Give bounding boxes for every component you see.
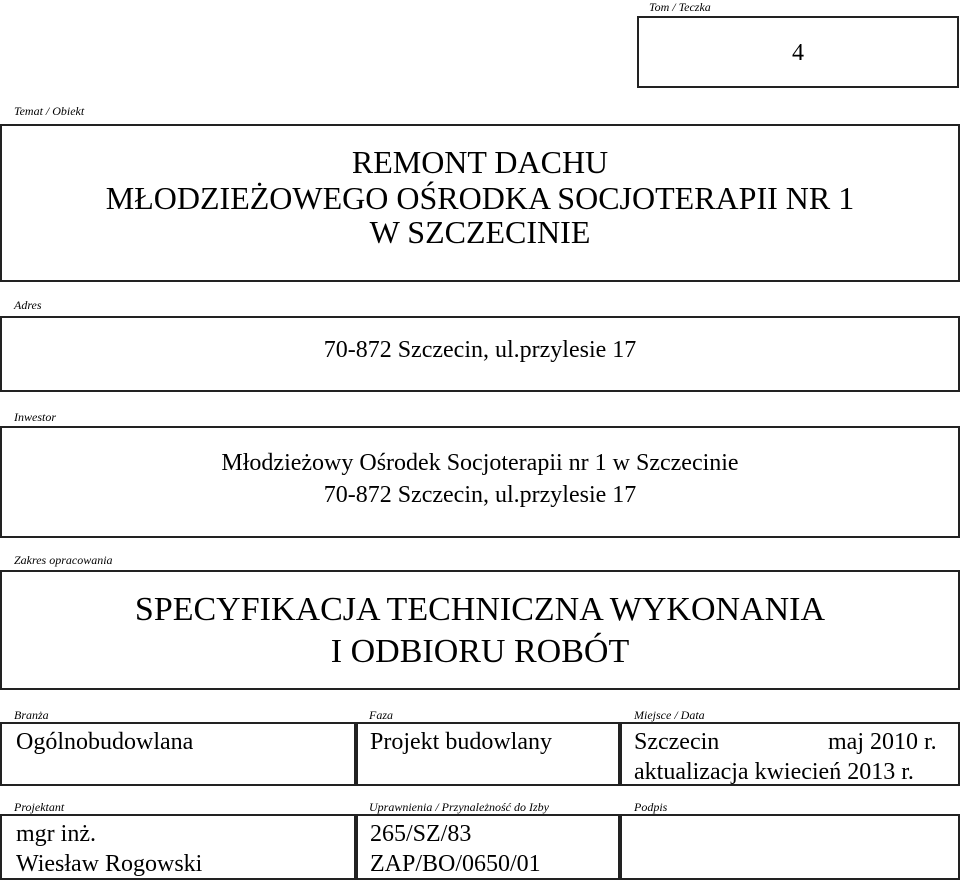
- temat-line-3: W SZCZECINIE: [369, 214, 591, 250]
- zakres-label: Zakres opracowania: [14, 553, 113, 567]
- adres-label: Adres: [14, 298, 42, 312]
- temat-box: [0, 124, 960, 282]
- tom-box: [637, 16, 959, 88]
- tom-label: Tom / Teczka: [649, 0, 711, 14]
- projektant-label: Projektant: [14, 800, 65, 814]
- projektant-box: [0, 814, 356, 880]
- projektant-title: mgr inż.: [16, 821, 96, 847]
- tom-number: 4: [792, 40, 804, 66]
- projektant-name: Wiesław Rogowski: [16, 851, 203, 877]
- uprawnienia-line-1: 265/SZ/83: [370, 821, 472, 847]
- temat-line-2: MŁODZIEŻOWEGO OŚRODKA SOCJOTERAPII NR 1: [105, 180, 855, 216]
- branza-box: [0, 722, 356, 786]
- uprawnienia-line-2: ZAP/BO/0650/01: [370, 851, 541, 877]
- temat-label: Temat / Obiekt: [14, 104, 85, 118]
- miejsce-date: maj 2010 r.: [828, 729, 937, 755]
- podpis-label: Podpis: [634, 800, 668, 814]
- miejsce-box: [620, 722, 960, 786]
- miejsce-label: Miejsce / Data: [634, 708, 705, 722]
- faza-label: Faza: [369, 708, 393, 722]
- inwestor-line-2: 70-872 Szczecin, ul.przylesie 17: [323, 482, 637, 508]
- temat-line-1: REMONT DACHU: [351, 144, 609, 180]
- uprawnienia-box: [356, 814, 620, 880]
- branza-label: Branża: [14, 708, 49, 722]
- miejsce-update: aktualizacja kwiecień 2013 r.: [634, 759, 914, 785]
- podpis-box: [620, 814, 960, 880]
- zakres-line-2: I ODBIORU ROBÓT: [330, 633, 630, 670]
- inwestor-box: [0, 426, 960, 538]
- inwestor-label: Inwestor: [14, 410, 56, 424]
- faza-box: [356, 722, 620, 786]
- adres-box: [0, 316, 960, 392]
- adres-value: 70-872 Szczecin, ul.przylesie 17: [323, 337, 637, 363]
- inwestor-line-1: Młodzieżowy Ośrodek Socjoterapii nr 1 w Szczecinie: [221, 450, 739, 476]
- branza-value: Ogólnobudowlana: [16, 729, 194, 755]
- uprawnienia-label: Uprawnienia / Przynależność do Izby: [369, 800, 549, 814]
- zakres-line-1: SPECYFIKACJA TECHNICZNA WYKONANIA: [134, 591, 826, 628]
- miejsce-city: Szczecin: [634, 729, 720, 755]
- faza-value: Projekt budowlany: [370, 729, 552, 755]
- zakres-box: [0, 570, 960, 690]
